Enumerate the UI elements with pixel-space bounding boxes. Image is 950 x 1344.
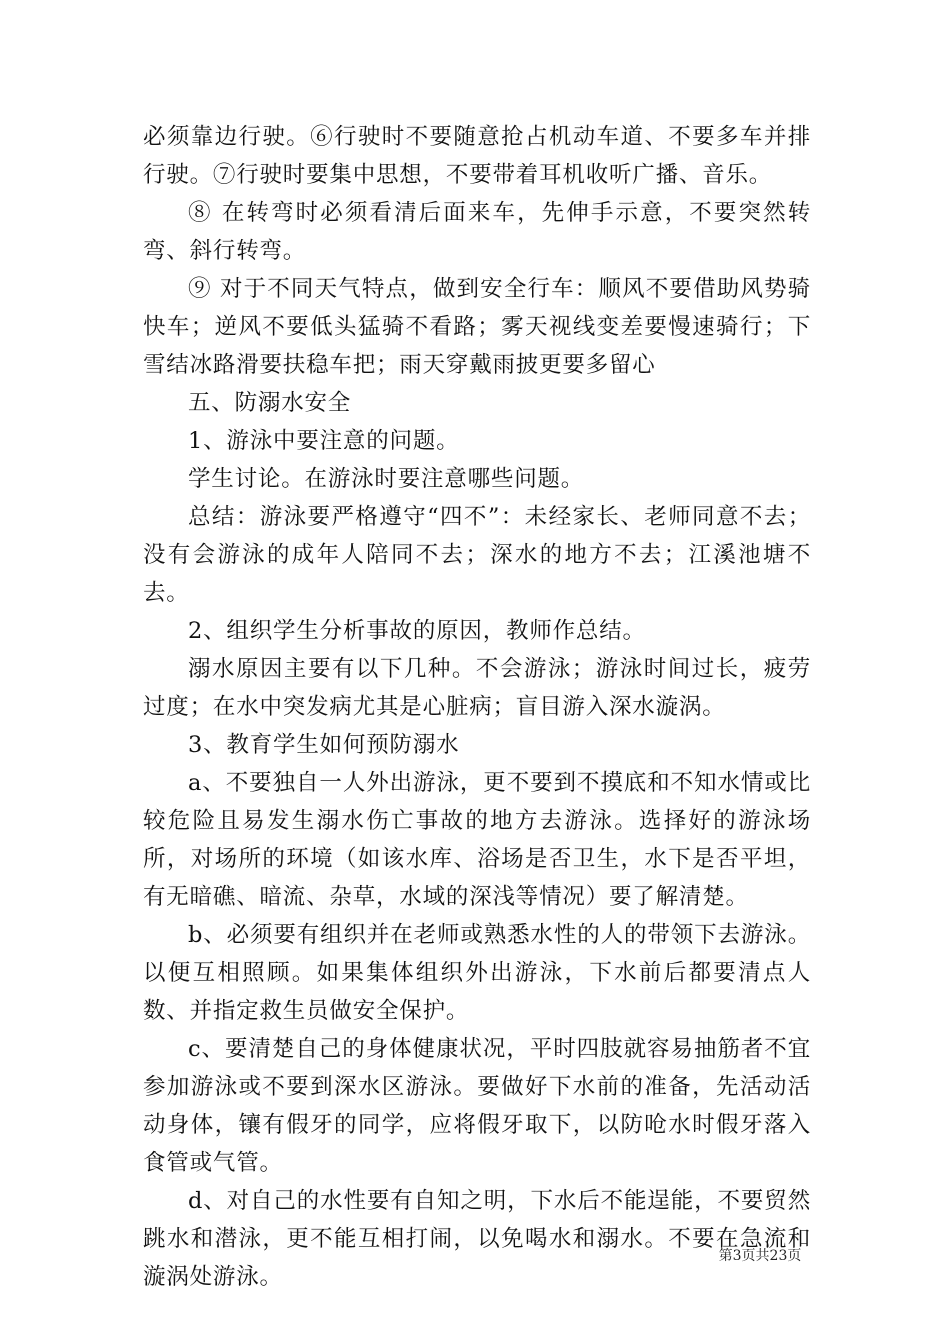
page-footer: [0, 1245, 950, 1265]
section-heading: 五、防溺水安全: [188, 390, 352, 416]
paragraph: 必须靠边行驶。⑥行驶时不要随意抢占机动车道、不要多车并排行驶。⑦行驶时要集中思想，不要带着耳机收听广播、音乐。: [143, 124, 811, 188]
paragraph: ⑨ 对于不同天气特点，做到安全行车：顺风不要借助风势骑快车；逆风不要低头猛骑不看路；雾天视线变差要慢速骑行；下雪结冰路滑要扶稳车把；雨天穿戴雨披更要多留心: [143, 276, 811, 378]
paragraph: 溺水原因主要有以下几种。不会游泳；游泳时间过长，疲劳过度；在水中突发病尤其是心脏病；盲目游入深水漩涡。: [143, 656, 811, 720]
document-body: [143, 118, 811, 1296]
list-item: a、不要独自一人外出游泳，更不要到不摸底和不知水情或比较危险且易发生溺水伤亡事故的地方去游泳。选择好的游泳场所，对场所的环境（如该水库、浴场是否卫生，水下是否平坦，有无暗礁、暗流、杂草，水域的深浅等情况）要了解清楚。: [143, 770, 811, 910]
paragraph: 总结：游泳要严格遵守“四不”：未经家长、老师同意不去；没有会游泳的成年人陪同不去；深水的地方不去；江溪池塘不去。: [143, 504, 811, 606]
paragraph: ⑧ 在转弯时必须看清后面来车，先伸手示意，不要突然转弯、斜行转弯。: [143, 200, 811, 264]
subsection-heading: 3、教育学生如何预防溺水: [188, 732, 460, 758]
subsection-heading: 1、游泳中要注意的问题。: [188, 428, 460, 454]
paragraph: 学生讨论。在游泳时要注意哪些问题。: [188, 466, 585, 492]
page-number: 第3页共23页: [718, 1248, 802, 1264]
subsection-heading: 2、组织学生分析事故的原因，教师作总结。: [188, 618, 646, 644]
list-item: d、对自己的水性要有自知之明，下水后不能逞能，不要贸然跳水和潜泳，更不能互相打闹，以免喝水和溺水。不要在急流和漩涡处游泳。: [143, 1188, 811, 1290]
list-item: c、要清楚自己的身体健康状况，平时四肢就容易抽筋者不宜参加游泳或不要到深水区游泳。要做好下水前的准备，先活动活动身体，镶有假牙的同学，应将假牙取下，以防呛水时假牙落入食管或气管。: [143, 1036, 811, 1176]
list-item: b、必须要有组织并在老师或熟悉水性的人的带领下去游泳。以便互相照顾。如果集体组织外出游泳，下水前后都要清点人数、并指定救生员做安全保护。: [143, 922, 811, 1024]
